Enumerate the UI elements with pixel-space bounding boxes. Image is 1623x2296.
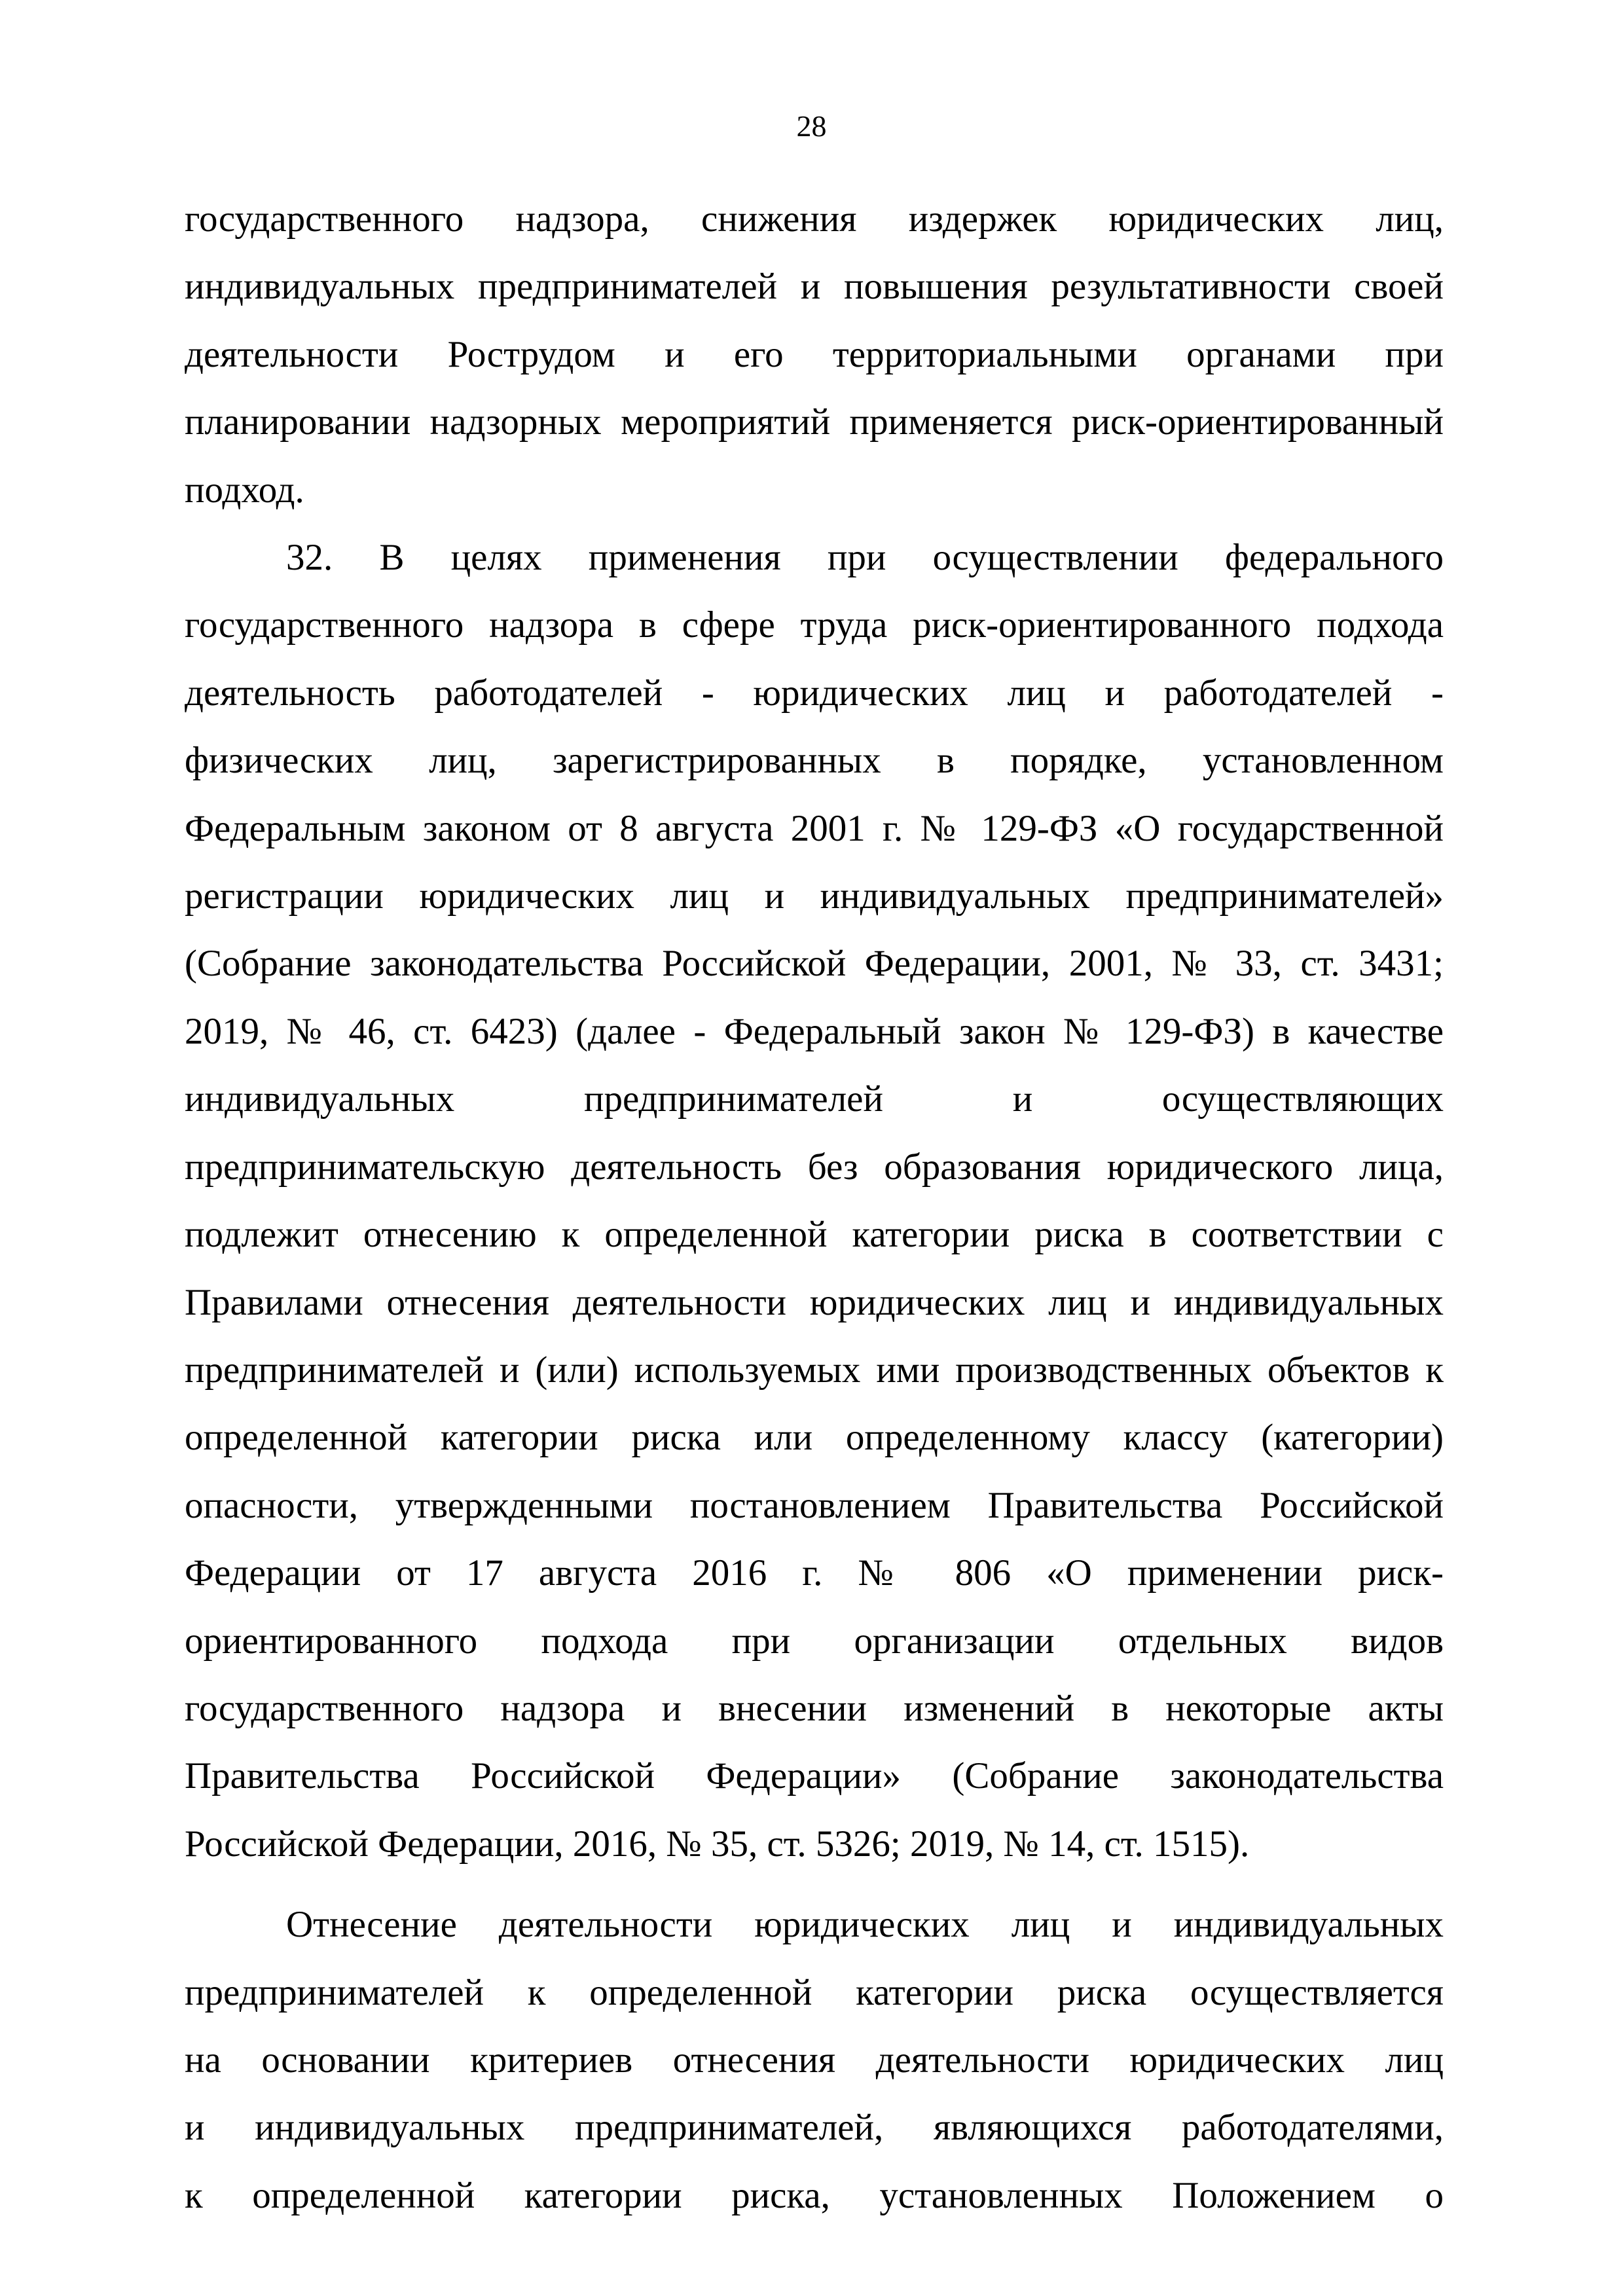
text-line: Правительства Российской Федерации» (Собрание законодательства (185, 1755, 1444, 1797)
text-line: Отнесение деятельности юридических лиц и индивидуальных (286, 1904, 1444, 1946)
text-line: государственного надзора, снижения издержек юридических лиц, (185, 198, 1444, 240)
text-line: определенной категории риска или определенному классу (категории) (185, 1417, 1444, 1459)
text-line: подход. (185, 469, 304, 511)
document-body (185, 185, 1444, 2229)
paragraph-1 (185, 185, 1444, 524)
text-line: предпринимателей к определенной категории риска осуществляется (185, 1971, 1444, 2013)
text-line: ориентированного подхода при организации отдельных видов (185, 1620, 1444, 1662)
text-line: Федеральным законом от 8 августа 2001 г. № 129-ФЗ «О государственной (185, 807, 1444, 849)
paragraph-3 (185, 1891, 1444, 2229)
text-line: регистрации юридических лиц и индивидуальных предпринимателей» (185, 875, 1444, 917)
text-line: Правилами отнесения деятельности юридических лиц и индивидуальных (185, 1281, 1444, 1323)
text-line: индивидуальных предпринимателей и осуществляющих (185, 1078, 1444, 1120)
text-line: государственного надзора в сфере труда риск-ориентированного подхода (185, 604, 1444, 646)
text-line: государственного надзора и внесении изменений в некоторые акты (185, 1687, 1444, 1729)
text-line: планировании надзорных мероприятий применяется риск-ориентированный (185, 401, 1444, 443)
text-line: 32. В целях применения при осуществлении федерального (286, 537, 1444, 579)
text-line: опасности, утвержденными постановлением Правительства Российской (185, 1484, 1444, 1526)
text-line: к определенной категории риска, установленных Положением о (185, 2174, 1444, 2216)
text-line: Российской Федерации, 2016, № 35, ст. 5326; 2019, № 14, ст. 1515). (185, 1823, 1250, 1865)
page-number: 28 (796, 109, 827, 143)
text-line: предпринимательскую деятельность без образования юридического лица, (185, 1146, 1444, 1188)
text-line: 2019, № 46, ст. 6423) (далее - Федеральный закон № 129-ФЗ) в качестве (185, 1010, 1444, 1052)
text-line: деятельность работодателей - юридических лиц и работодателей - (185, 672, 1444, 714)
text-line: индивидуальных предпринимателей и повышения результативности своей (185, 266, 1444, 308)
text-line: деятельности Рострудом и его территориальными органами при (185, 333, 1444, 375)
text-line: предпринимателей и (или) используемых ими производственных объектов к (185, 1349, 1444, 1391)
text-line: (Собрание законодательства Российской Федерации, 2001, № 33, ст. 3431; (185, 943, 1444, 985)
text-line: подлежит отнесению к определенной категории риска в соответствии с (185, 1214, 1444, 1256)
text-line: и индивидуальных предпринимателей, являющихся работодателями, (185, 2107, 1444, 2149)
text-line: Федерации от 17 августа 2016 г. № 806 «О применении риск- (185, 1552, 1444, 1594)
paragraph-2 (185, 524, 1444, 1878)
text-line: физических лиц, зарегистрированных в порядке, установленном (185, 740, 1444, 782)
text-line: на основании критериев отнесения деятельности юридических лиц (185, 2039, 1444, 2081)
